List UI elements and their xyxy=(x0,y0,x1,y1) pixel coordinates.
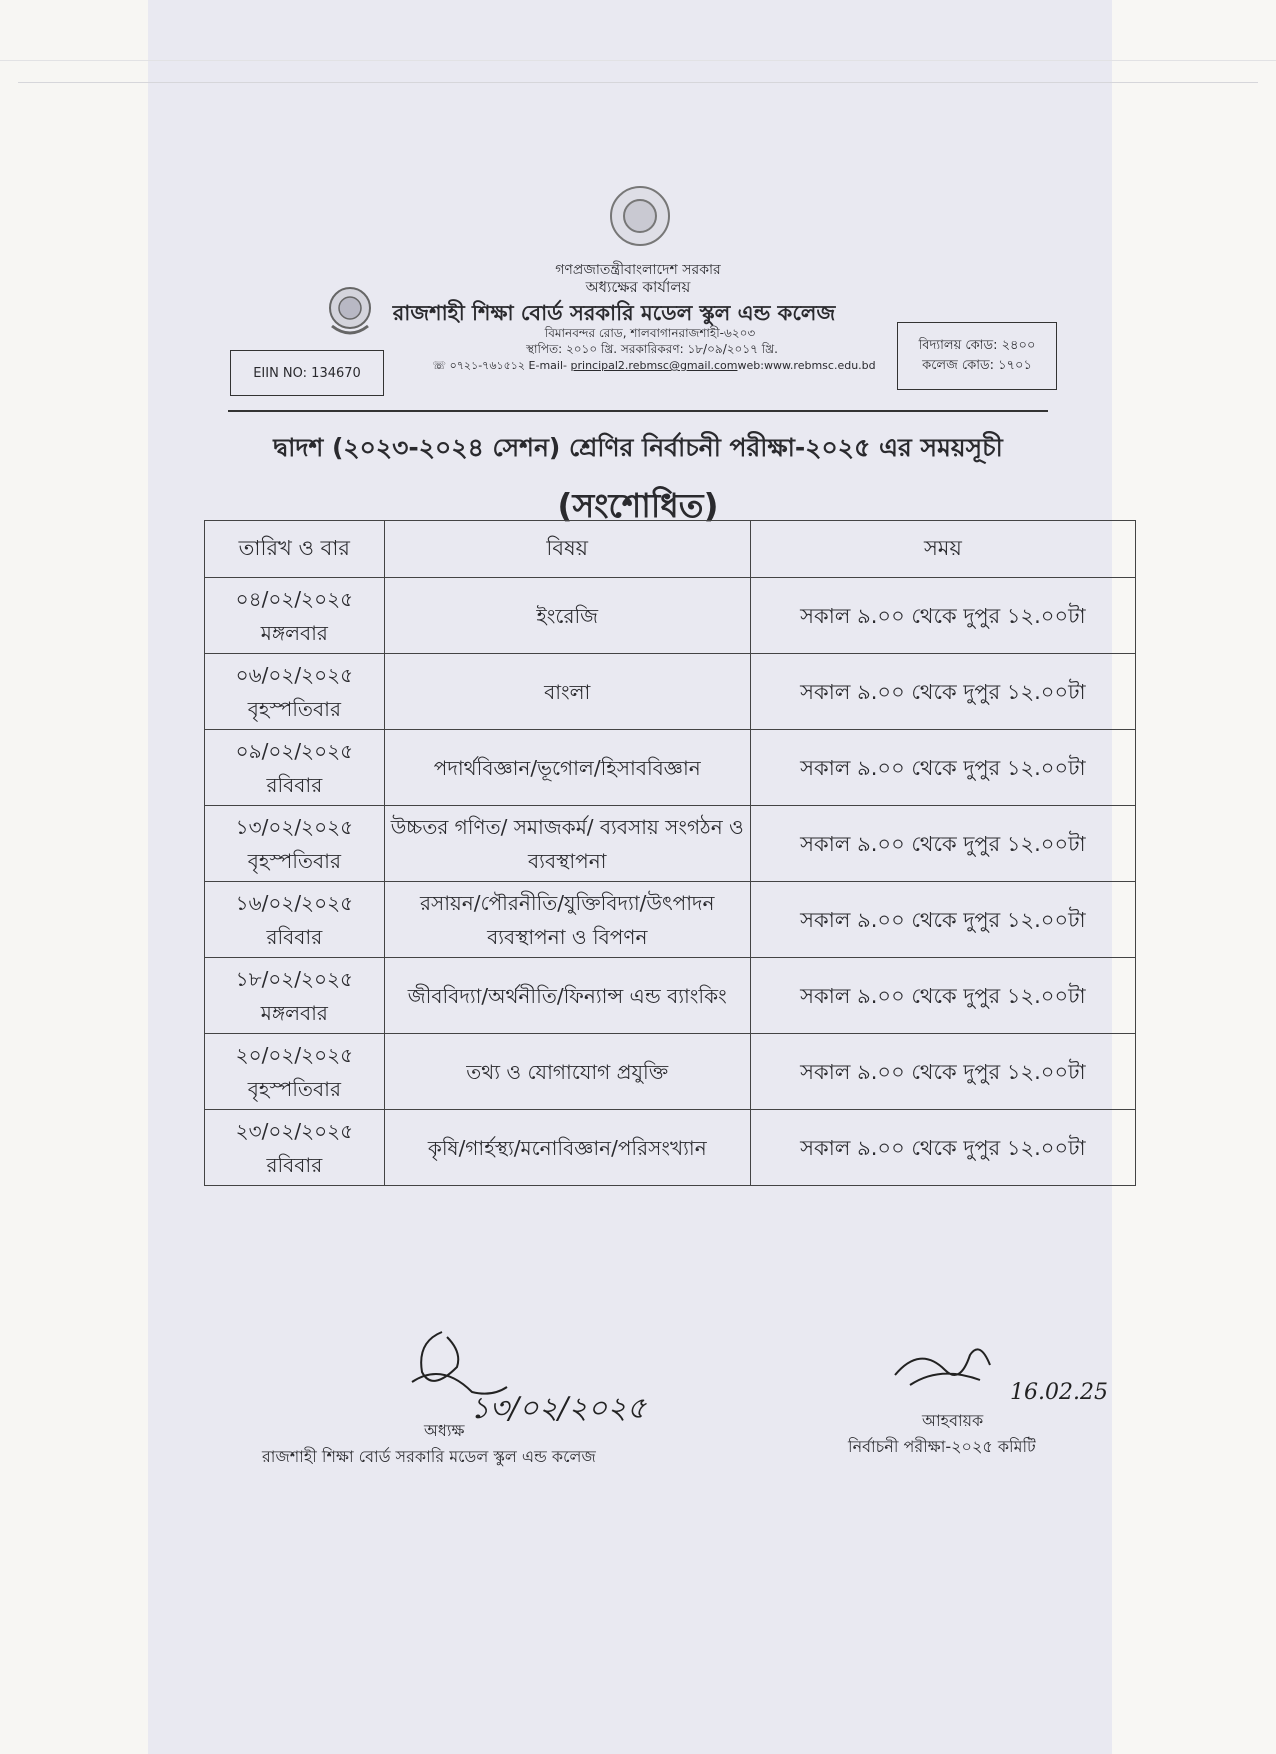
email-link[interactable]: principal2.rebmsc@gmail.com xyxy=(570,359,738,372)
phone-number: ০৭২১-৭৬১৫১২ xyxy=(449,359,526,372)
time-cell: সকাল ৯.০০ থেকে দুপুর ১২.০০টা xyxy=(750,806,1135,882)
government-seal-icon xyxy=(610,186,670,246)
subject-cell: পদার্থবিজ্ঞান/ভূগোল/হিসাববিজ্ঞান xyxy=(384,730,750,806)
website-link[interactable]: web:www.rebmsc.edu.bd xyxy=(737,359,876,372)
exam-date: ২০/০২/২০২৫ xyxy=(235,1042,354,1067)
date-cell xyxy=(205,730,385,806)
exam-day: রবিবার xyxy=(266,1152,323,1177)
office-name: অধ্যক্ষের কার্যালয় xyxy=(585,278,691,296)
table-row xyxy=(205,578,1136,654)
date-cell xyxy=(205,882,385,958)
header-date-day: তারিখ ও বার xyxy=(205,521,385,578)
header-time: সময় xyxy=(750,521,1135,578)
exam-day: রবিবার xyxy=(266,924,323,949)
date-cell xyxy=(205,654,385,730)
convener-title: আহবায়ক xyxy=(922,1411,984,1430)
time-cell: সকাল ৯.০০ থেকে দুপুর ১২.০০টা xyxy=(750,1034,1135,1110)
school-name: রাজশাহী শিক্ষা বোর্ড সরকারি মডেল স্কুল এন্ড কলেজ xyxy=(392,301,836,325)
subject-cell: ইংরেজি xyxy=(384,578,750,654)
exam-date: ১৮/০২/২০২৫ xyxy=(235,966,354,991)
convener-signature xyxy=(890,1335,1010,1409)
date-cell xyxy=(205,1034,385,1110)
table-row xyxy=(205,1110,1136,1186)
subject-cell: বাংলা xyxy=(384,654,750,730)
exam-date: ০৬/০২/২০২৫ xyxy=(235,662,354,687)
date-cell xyxy=(205,578,385,654)
scan-edge-line xyxy=(0,60,1276,61)
subject-cell: উচ্চতর গণিত/ সমাজকর্ম/ ব্যবসায় সংগঠন ও ব্যবস্থাপনা xyxy=(384,806,750,882)
email-label: E-mail- xyxy=(528,359,568,372)
page-title: দ্বাদশ (২০২৩-২০২৪ সেশন) শ্রেণির নির্বাচনী পরীক্ষা-২০২৫ এর সময়সূচী xyxy=(273,433,1003,462)
time-cell: সকাল ৯.০০ থেকে দুপুর ১২.০০টা xyxy=(750,958,1135,1034)
date-cell xyxy=(205,1110,385,1186)
header-subject: বিষয় xyxy=(384,521,750,578)
exam-date: ১৬/০২/২০২৫ xyxy=(235,890,354,915)
page-edge-line xyxy=(18,82,1258,83)
contact-info xyxy=(16,357,1276,376)
eiin-box xyxy=(230,350,384,396)
principal-title: অধ্যক্ষ xyxy=(424,1421,465,1440)
time-cell: সকাল ৯.০০ থেকে দুপুর ১২.০০টা xyxy=(750,578,1135,654)
time-cell: সকাল ৯.০০ থেকে দুপুর ১২.০০টা xyxy=(750,654,1135,730)
school-address: বিমানবন্দর রোড, শালবাগানরাজশাহী-৬২০৩ xyxy=(544,326,756,340)
table-header-row xyxy=(205,521,1136,578)
principal-institution: রাজশাহী শিক্ষা বোর্ড সরকারি মডেল স্কুল এন্ড কলেজ xyxy=(262,1447,596,1466)
eiin-number: EIIN NO: 134670 xyxy=(253,365,361,381)
table-row xyxy=(205,958,1136,1034)
subject-cell: কৃষি/গার্হস্থ্য/মনোবিজ্ঞান/পরিসংখ্যান xyxy=(384,1110,750,1186)
subject-cell: তথ্য ও যোগাযোগ প্রযুক্তি xyxy=(384,1034,750,1110)
subject-cell: রসায়ন/পৌরনীতি/যুক্তিবিদ্যা/উৎপাদন ব্যবস্থাপনা ও বিপণন xyxy=(384,882,750,958)
convener-signature-date: 16.02.25 xyxy=(1010,1380,1108,1405)
exam-day: বৃহস্পতিবার xyxy=(247,1076,341,1101)
subject-cell: জীববিদ্যা/অর্থনীতি/ফিন্যান্স এন্ড ব্যাংকিং xyxy=(384,958,750,1034)
date-cell xyxy=(205,958,385,1034)
header-divider xyxy=(228,410,1048,412)
institution-codes-box xyxy=(897,322,1057,390)
table-row xyxy=(205,1034,1136,1110)
table-row xyxy=(205,654,1136,730)
exam-day: মঙ্গলবার xyxy=(260,620,328,645)
exam-day: রবিবার xyxy=(266,772,323,797)
time-cell: সকাল ৯.০০ থেকে দুপুর ১২.০০টা xyxy=(750,1110,1135,1186)
page-subtitle: (সংশোধিত) xyxy=(557,486,719,525)
exam-date: ২৩/০২/২০২৫ xyxy=(235,1118,354,1143)
exam-date: ০৪/০২/২০২৫ xyxy=(235,586,354,611)
exam-day: মঙ্গলবার xyxy=(260,1000,328,1025)
time-cell: সকাল ৯.০০ থেকে দুপুর ১২.০০টা xyxy=(750,882,1135,958)
government-name: গণপ্রজাতন্ত্রীবাংলাদেশ সরকার xyxy=(555,262,721,278)
establishment-info: স্থাপিত: ২০১০ খ্রি. সরকারিকরণ: ১৮/০৯/২০১৭ খ্রি. xyxy=(526,342,778,356)
exam-day: বৃহস্পতিবার xyxy=(247,848,341,873)
table-row xyxy=(205,730,1136,806)
exam-day: বৃহস্পতিবার xyxy=(247,696,341,721)
time-cell: সকাল ৯.০০ থেকে দুপুর ১২.০০টা xyxy=(750,730,1135,806)
table-row xyxy=(205,806,1136,882)
committee-name: নির্বাচনী পরীক্ষা-২০২৫ কমিটি xyxy=(848,1437,1036,1456)
exam-date: ০৯/০২/২০২৫ xyxy=(235,738,354,763)
college-code: কলেজ কোড: ১৭০১ xyxy=(922,358,1032,373)
table-row xyxy=(205,882,1136,958)
school-code: বিদ্যালয় কোড: ২৪০০ xyxy=(918,338,1036,353)
exam-date: ১৩/০২/২০২৫ xyxy=(235,814,354,839)
exam-schedule-table xyxy=(204,520,1136,1186)
principal-signature-date: ১৩/০২/২০২৫ xyxy=(470,1391,647,1426)
date-cell xyxy=(205,806,385,882)
phone-icon: ☏ xyxy=(432,359,447,372)
